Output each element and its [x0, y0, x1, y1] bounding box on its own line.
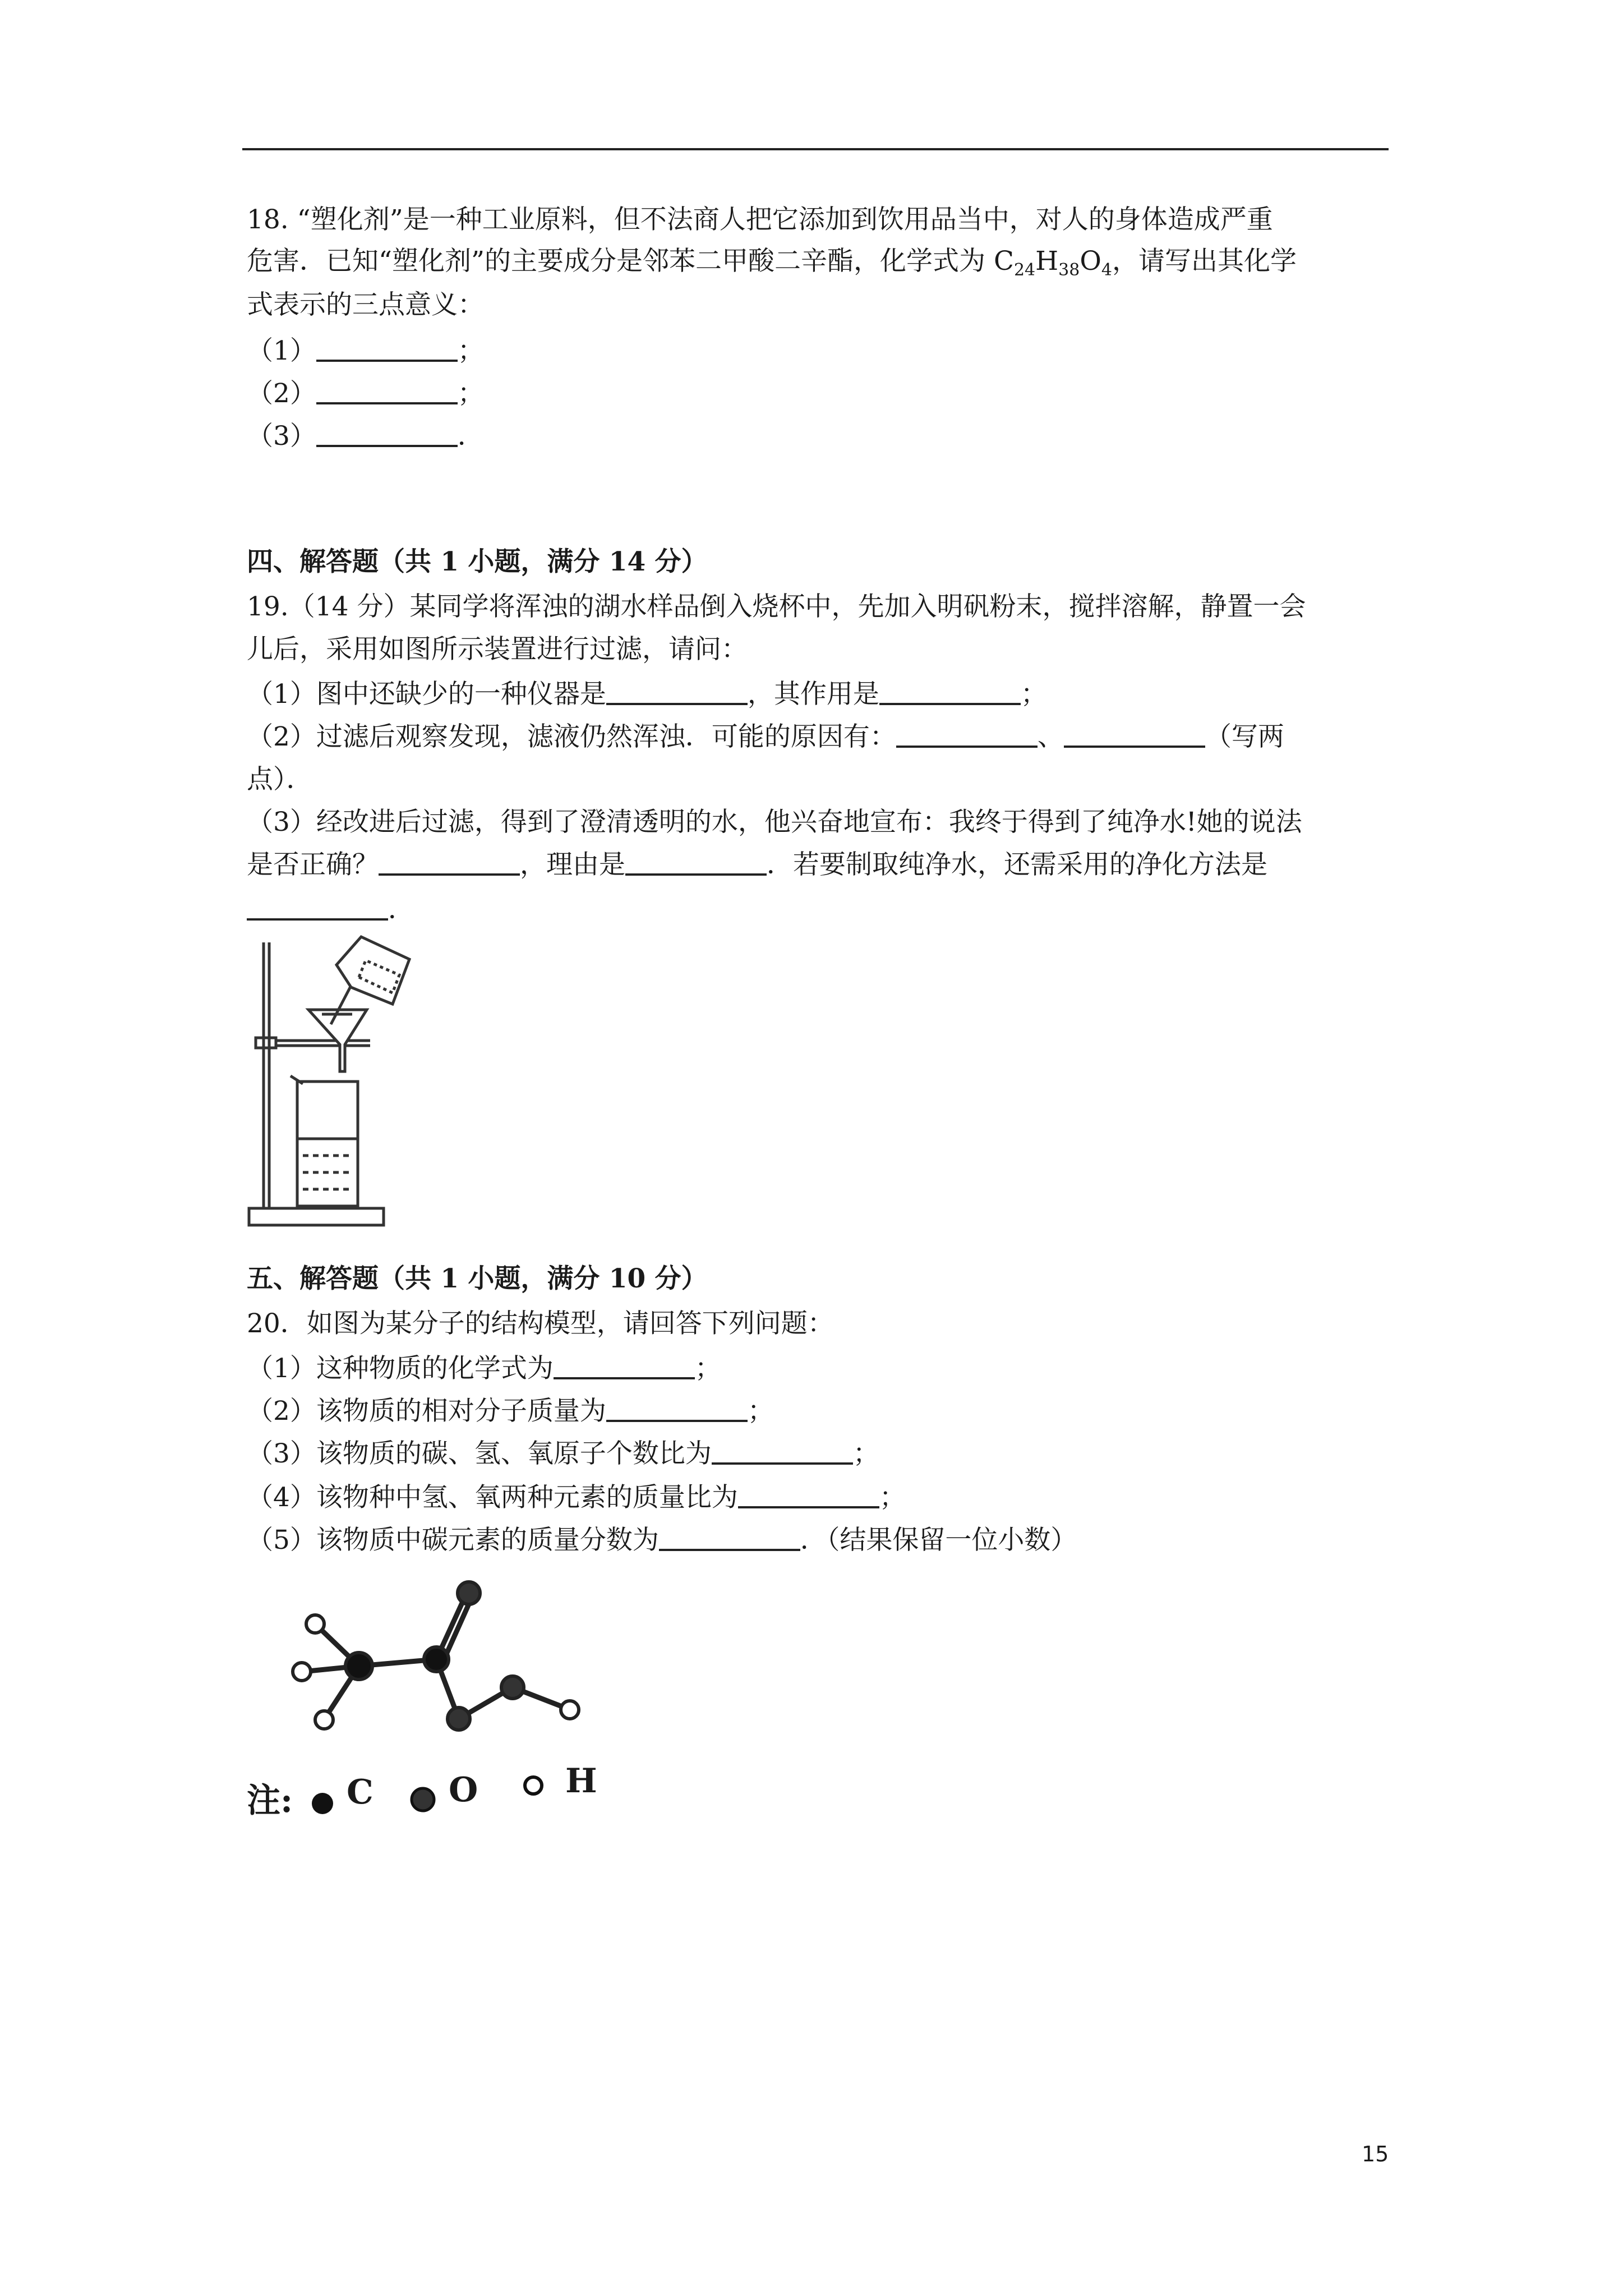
q19-part1: （1）图中还缺少的一种仪器是 ，其作用是 ； — [247, 679, 1047, 710]
section5-heading: 五、解答题（共 1 小题，满分 10 分） — [247, 1263, 708, 1294]
answer-blank[interactable] — [879, 680, 1021, 705]
q20-part1: （1）这种物质的化学式为 ； — [247, 1353, 721, 1384]
answer-blank[interactable] — [712, 1440, 853, 1465]
answer-blank[interactable] — [896, 723, 1038, 748]
answer-blank[interactable] — [1064, 723, 1205, 748]
q18-item-1: （1） ； — [247, 335, 484, 366]
q18-item-3: （3） ． — [247, 421, 484, 452]
legend-oxygen-icon — [408, 1785, 437, 1814]
answer-blank[interactable] — [316, 380, 458, 404]
q18-line2: 危害．已知“塑化剂”的主要成分是邻苯二甲酸二辛酯，化学式为 $C_{24}H_{38}O_4$，请写出其化学 — [247, 246, 1297, 280]
q20-part5: （5）该物质中碳元素的质量分数为 ．（结果保留一位小数） — [247, 1525, 1077, 1556]
q18-line3: 式表示的三点意义： — [247, 289, 484, 320]
q19-part3-cont: 是否正确？ ，理由是 ．若要制取纯净水，还需采用的净化方法是 — [247, 849, 1267, 880]
q20-line1: 20．如图为某分子的结构模型，请回答下列问题： — [247, 1308, 834, 1339]
answer-blank[interactable] — [606, 680, 748, 705]
q20-part4: （4）该物种中氢、氧两种元素的质量比为 ； — [247, 1482, 906, 1513]
section4-heading: 四、解答题（共 1 小题，满分 14 分） — [247, 546, 708, 577]
legend-hydrogen-icon — [520, 1773, 546, 1798]
legend-hydrogen-label: H — [565, 1761, 597, 1801]
legend-carbon-icon — [308, 1789, 336, 1818]
answer-blank[interactable] — [316, 337, 458, 362]
legend-note: 注: — [247, 1781, 293, 1820]
q20-part3: （3）该物质的碳、氢、氧原子个数比为 ； — [247, 1438, 879, 1469]
q20-part2: （2）该物质的相对分子质量为 ； — [247, 1396, 774, 1427]
answer-blank[interactable] — [606, 1397, 748, 1422]
q19-part2-cont: 点）． — [247, 764, 313, 795]
q19-part3: （3）经改进后过滤，得到了澄清透明的水，他兴奋地宣布：我终于得到了纯净水!她的说法 — [247, 807, 1302, 838]
q18-line1: 18. “塑化剂”是一种工业原料，但不法商人把它添加到饮用品当中，对人的身体造成严重 — [247, 204, 1273, 235]
answer-blank[interactable] — [625, 851, 767, 876]
answer-blank[interactable] — [659, 1526, 800, 1551]
answer-blank[interactable] — [379, 851, 520, 876]
legend-carbon-label: C — [347, 1773, 374, 1812]
answer-blank[interactable] — [316, 422, 458, 447]
answer-blank[interactable] — [247, 896, 388, 921]
filtration-apparatus-figure — [241, 926, 454, 1240]
q19-line1: 19.（14 分）某同学将浑浊的湖水样品倒入烧杯中，先加入明矾粉末，搅拌溶解，静置一会 — [247, 591, 1306, 622]
q18-item-2: （2） ； — [247, 378, 484, 409]
header-rule — [242, 148, 1389, 150]
molecule-structure-figure — [280, 1571, 594, 1756]
q19-part2: （2）过滤后观察发现，滤液仍然浑浊．可能的原因有： 、 （写两 — [247, 721, 1284, 752]
answer-blank[interactable] — [738, 1484, 879, 1508]
q19-line2: 儿后，采用如图所示装置进行过滤，请问： — [247, 634, 748, 665]
legend-oxygen-label: O — [449, 1770, 478, 1810]
page-number: 15 — [1362, 2142, 1389, 2166]
q19-part3-end: ． — [247, 893, 414, 927]
answer-blank[interactable] — [554, 1355, 695, 1379]
